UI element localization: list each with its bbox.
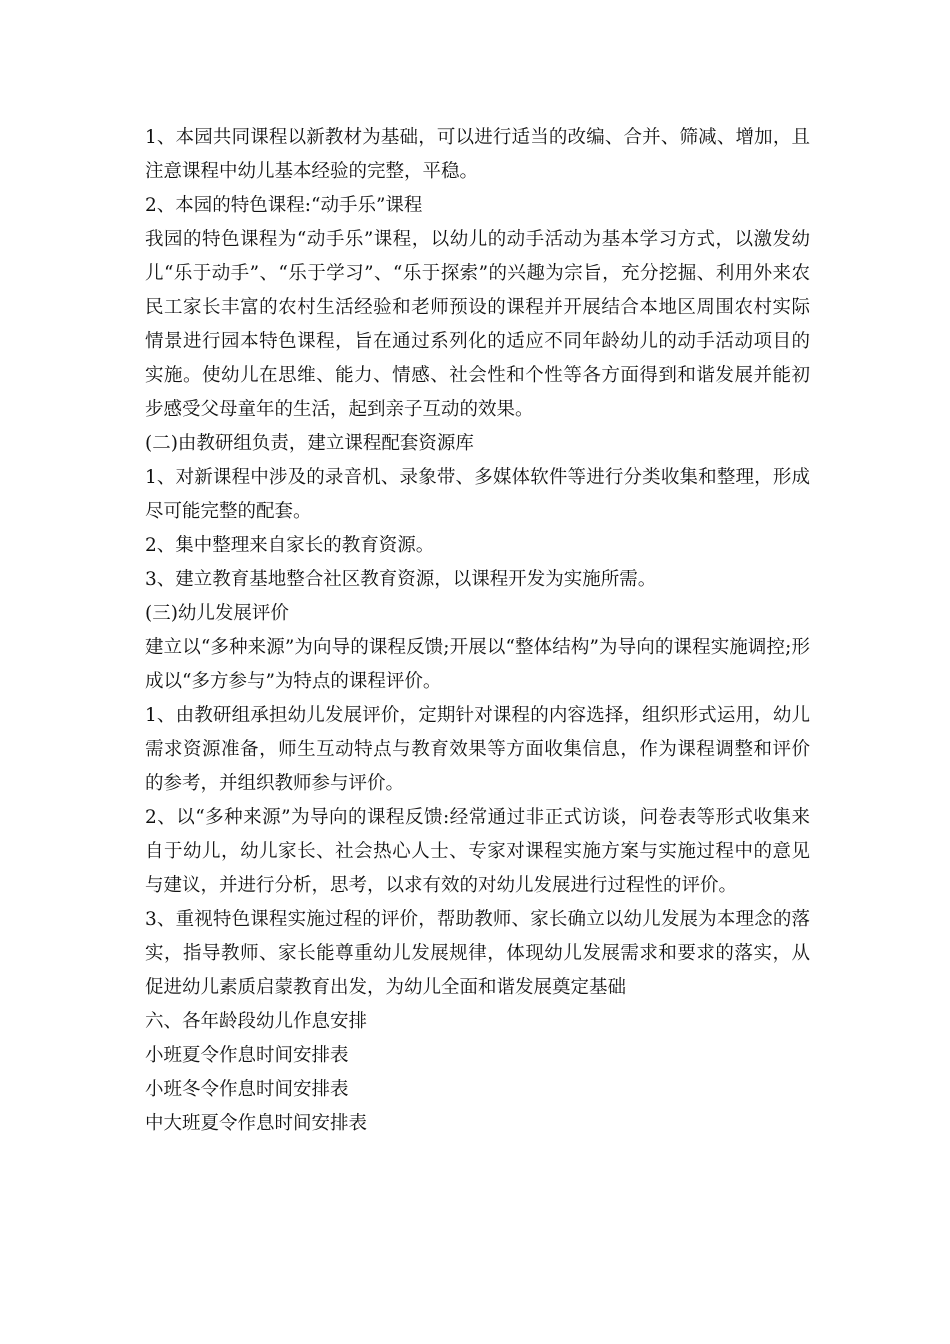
- paragraph-6: 2、集中整理来自家长的教育资源。: [145, 535, 435, 556]
- paragraph-10: 1、由教研组承担幼儿发展评价，定期针对课程的内容选择，组织形式运用，幼儿需求资源准备，师生互动特点与教育效果等方面收集信息，作为课程调整和评价的参考，并组织教师参与评价。: [145, 705, 810, 794]
- paragraph-11: 2、以“多种来源”为导向的课程反馈:经常通过非正式访谈，问卷表等形式收集来自于幼儿，幼儿家长、社会热心人士、专家对课程实施方案与实施过程中的意见与建议，并进行分析，思考，以求有效的对幼儿发展进行过程性的评价。: [145, 807, 810, 896]
- schedule-title-small-summer: 小班夏令作息时间安排表: [145, 1045, 349, 1066]
- paragraph-7: 3、建立教育基地整合社区教育资源，以课程开发为实施所需。: [145, 569, 657, 590]
- paragraph-5: 1、对新课程中涉及的录音机、录象带、多媒体软件等进行分类收集和整理，形成尽可能完整的配套。: [145, 467, 810, 522]
- paragraph-9: 建立以“多种来源”为向导的课程反馈;开展以“整体结构”为导向的课程实施调控;形成以“多方参与”为特点的课程评价。: [145, 637, 810, 692]
- paragraph-1: 1、本园共同课程以新教材为基础，可以进行适当的改编、合并、筛减、增加，且注意课程中幼儿基本经验的完整，平稳。: [145, 127, 810, 182]
- schedule-title-middle-large-summer: 中大班夏令作息时间安排表: [145, 1113, 368, 1134]
- paragraph-12: 3、重视特色课程实施过程的评价，帮助教师、家长确立以幼儿发展为本理念的落实，指导教师、家长能尊重幼儿发展规律，体现幼儿发展需求和要求的落实，从促进幼儿素质启蒙教育出发，为幼儿全面和谐发展奠定基础: [145, 909, 810, 998]
- section-heading-6: 六、各年龄段幼儿作息安排: [145, 1011, 368, 1032]
- section-heading-2: (二)由教研组负责，建立课程配套资源库: [145, 433, 474, 454]
- schedule-title-small-winter: 小班冬令作息时间安排表: [145, 1079, 349, 1100]
- document-body: [145, 121, 810, 1141]
- paragraph-3: 我园的特色课程为“动手乐”课程，以幼儿的动手活动为基本学习方式，以激发幼儿“乐于动手”、“乐于学习”、“乐于探索”的兴趣为宗旨，充分挖掘、利用外来农民工家长丰富的农村生活经验和老师预设的课程并开展结合本地区周围农村实际情景进行园本特色课程，旨在通过系列化的适应不同年龄幼儿的动手活动项目的实施。使幼儿在思维、能力、情感、社会性和个性等各方面得到和谐发展并能初步感受父母童年的生活，起到亲子互动的效果。: [145, 229, 810, 420]
- section-heading-3: (三)幼儿发展评价: [145, 603, 289, 624]
- paragraph-2: 2、本园的特色课程:“动手乐”课程: [145, 195, 423, 216]
